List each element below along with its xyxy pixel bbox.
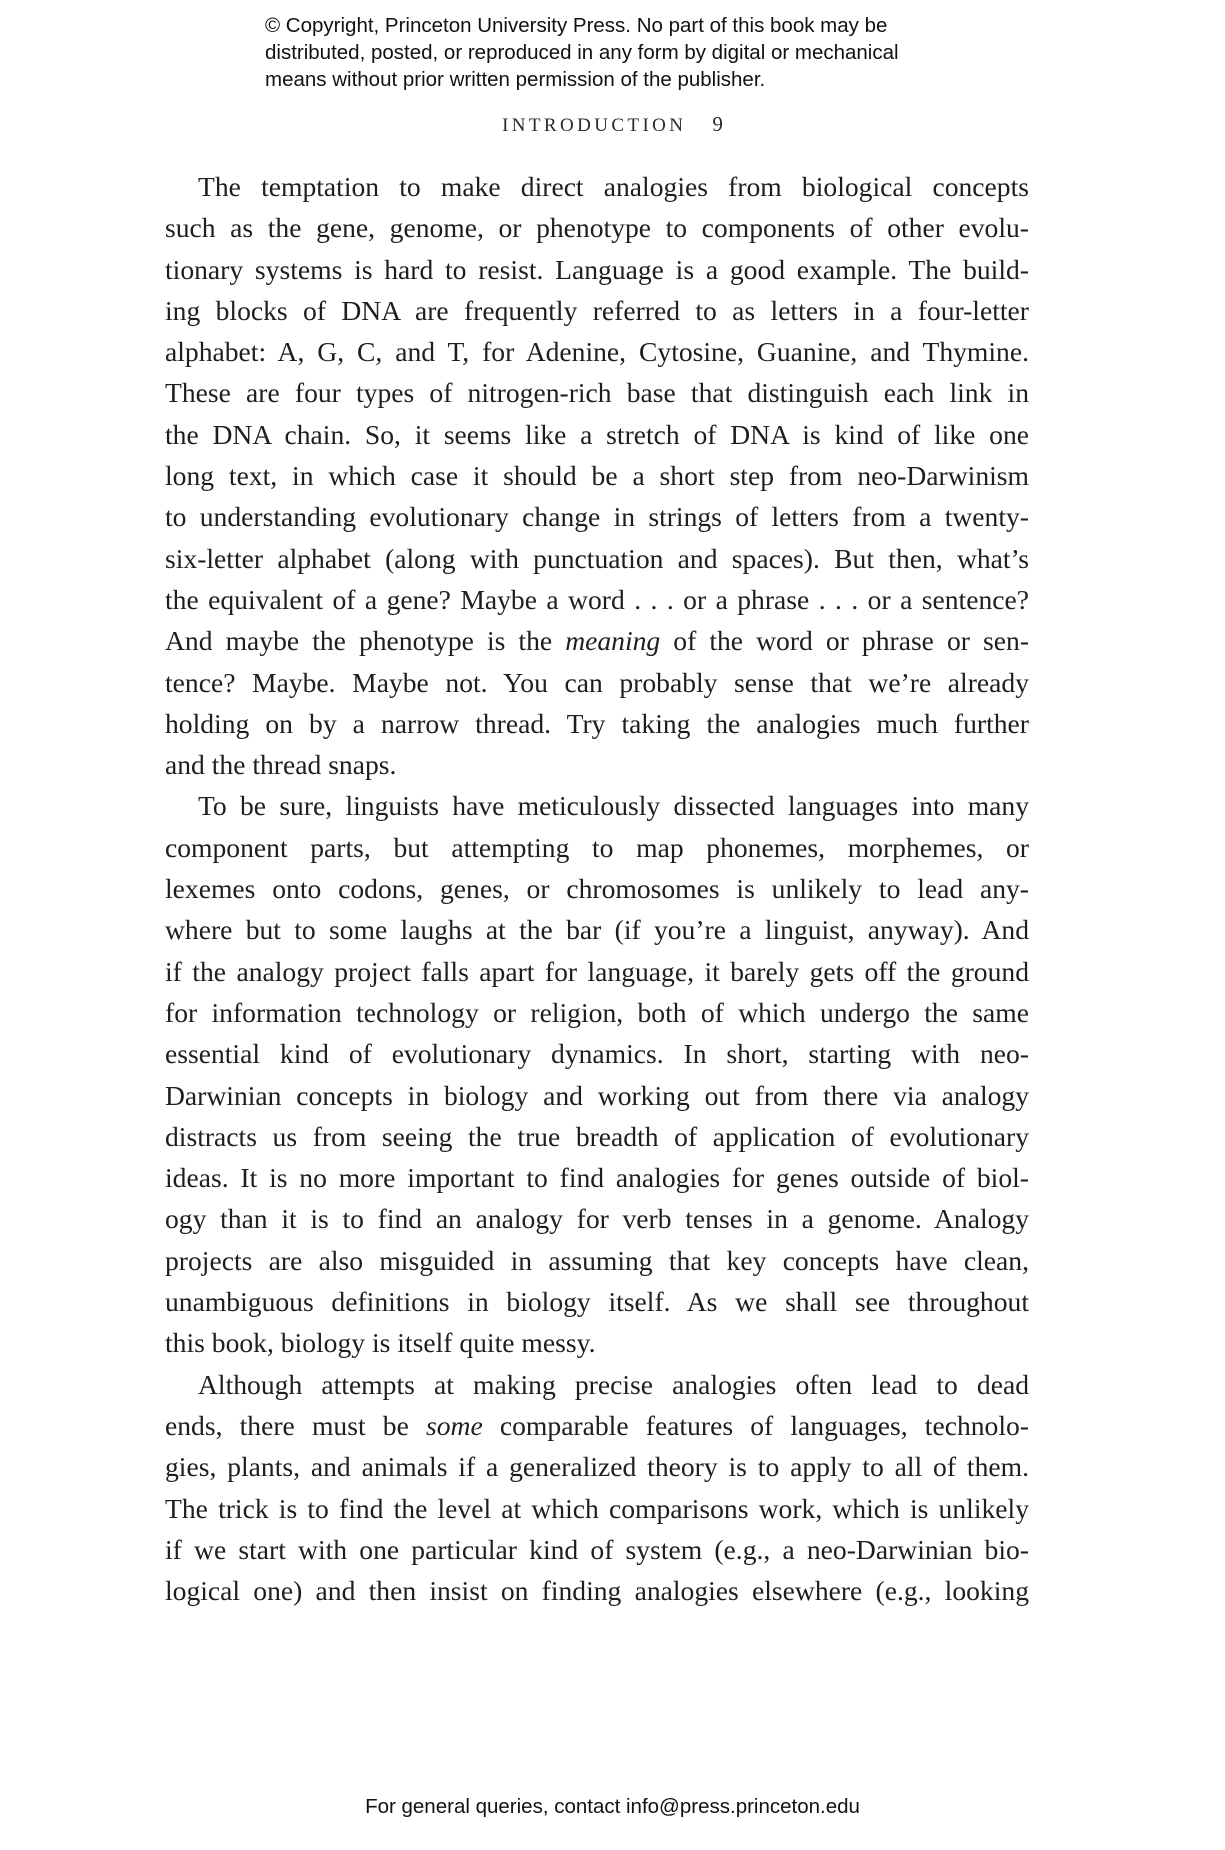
text-line: component parts, but attempting to map phonemes, morphemes, or (165, 831, 1029, 863)
text-line: The temptation to make direct analogies from biological concepts (198, 171, 1029, 202)
body-text (165, 166, 1029, 1611)
text-line: such as the gene, genome, or phenotype to components of other evolu- (165, 212, 1029, 244)
text-line: distracts us from seeing the true breadth of application of evolutionary (165, 1120, 1029, 1152)
text-segment: of the word or phrase or sen- (660, 625, 1030, 657)
footer-contact: For general queries, contact info@press.princeton.edu (365, 1795, 860, 1818)
text-line: the equivalent of a gene? Maybe a word . . . or a phrase . . . or a sentence? (165, 583, 1029, 615)
text-line: if we start with one particular kind of system (e.g., a neo-Darwinian bio- (165, 1533, 1029, 1565)
text-segment: And maybe the phenotype is the (165, 625, 566, 657)
text-segment: ends, there must be (165, 1409, 426, 1441)
text-line: The trick is to find the level at which comparisons work, which is unlikely (165, 1492, 1029, 1524)
text-line-with-emphasis (165, 1405, 1029, 1446)
text-line: lexemes onto codons, genes, or chromosomes is unlikely to lead any- (165, 873, 1029, 905)
emphasis-word: some (426, 1409, 483, 1441)
paragraph-3 (165, 1364, 1029, 1612)
text-line: if the analogy project falls apart for language, it barely gets off the ground (165, 955, 1029, 987)
copyright-line: means without prior written permission of the publisher. (265, 68, 766, 91)
text-line: ideas. It is no more important to find analogies for genes outside of biol- (165, 1162, 1029, 1194)
text-line-with-emphasis (165, 620, 1029, 661)
emphasis-word: meaning (565, 625, 661, 657)
text-line: alphabet: A, G, C, and T, for Adenine, Cytosine, Guanine, and Thymine. (165, 336, 1029, 368)
text-line: gies, plants, and animals if a generalized theory is to apply to all of them. (165, 1451, 1029, 1483)
text-line: ing blocks of DNA are frequently referred to as letters in a four-letter (165, 294, 1029, 326)
text-line: logical one) and then insist on finding analogies elsewhere (e.g., looking (165, 1575, 1029, 1607)
text-line: Although attempts at making precise analogies often lead to dead (198, 1368, 1029, 1400)
text-line: long text, in which case it should be a short step from neo-Darwinism (165, 460, 1029, 492)
text-line: for information technology or religion, both of which undergo the same (165, 996, 1029, 1028)
copyright-line: © Copyright, Princeton University Press. No part of this book may be (265, 14, 888, 37)
page-number: 9 (712, 112, 723, 136)
text-line: essential kind of evolutionary dynamics. In short, starting with neo- (165, 1038, 1029, 1070)
text-line: holding on by a narrow thread. Try taking the analogies much further (165, 707, 1029, 739)
text-line: the DNA chain. So, it seems like a stretch of DNA is kind of like one (165, 418, 1029, 450)
text-line: projects are also misguided in assuming that key concepts have clean, (165, 1244, 1029, 1276)
text-line: These are four types of nitrogen-rich base that distinguish each link in (165, 377, 1029, 409)
text-line: tence? Maybe. Maybe not. You can probably sense that we’re already (165, 666, 1029, 698)
text-line: this book, biology is itself quite messy. (165, 1327, 596, 1359)
text-line: tionary systems is hard to resist. Language is a good example. The build- (165, 253, 1029, 285)
copyright-notice (265, 12, 1005, 93)
paragraph-2 (165, 785, 1029, 1363)
running-head-title: INTRODUCTION (502, 115, 687, 136)
text-line: six-letter alphabet (along with punctuation and spaces). But then, what’s (165, 542, 1029, 574)
text-line: unambiguous definitions in biology itself. As we shall see throughout (165, 1286, 1029, 1318)
text-line: to understanding evolutionary change in strings of letters from a twenty- (165, 501, 1029, 533)
text-segment: comparable features of languages, technolo- (482, 1409, 1029, 1441)
text-line: ogy than it is to find an analogy for verb tenses in a genome. Analogy (165, 1203, 1029, 1235)
text-line: and the thread snaps. (165, 749, 397, 781)
paragraph-1 (165, 166, 1029, 785)
copyright-line: distributed, posted, or reproduced in any form by digital or mechanical (265, 41, 899, 64)
text-line: where but to some laughs at the bar (if you’re a linguist, anyway). And (165, 914, 1029, 946)
text-line: To be sure, linguists have meticulously dissected languages into many (198, 790, 1029, 822)
running-head (0, 112, 1225, 137)
text-line: Darwinian concepts in biology and working out from there via analogy (165, 1079, 1029, 1111)
